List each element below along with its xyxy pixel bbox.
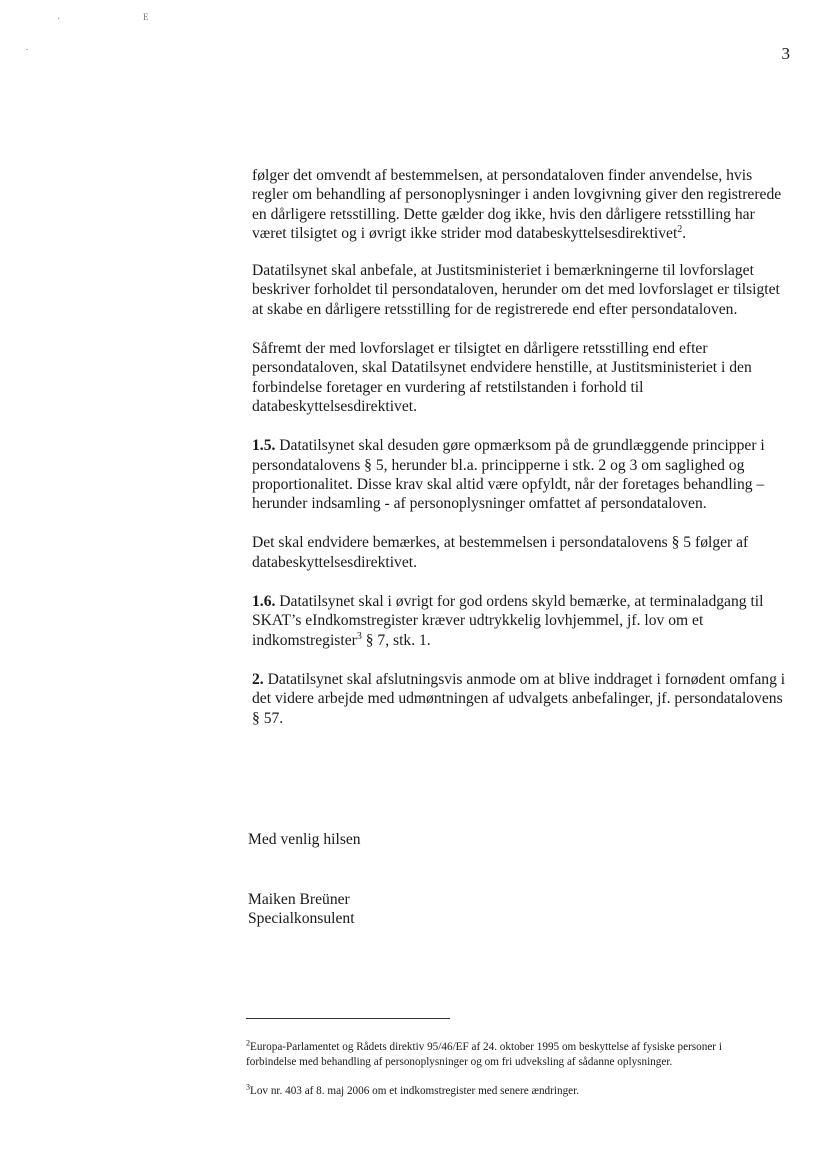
paragraph-text: Datatilsynet skal anbefale, at Justitsministeriet i bemærkningerne til lovforslaget beskriver forholdet til persondataloven, herunder om det med lovforslaget er tilsigtet at skabe en dårligere retsstilling for de registrerede end efter persondataloven. (252, 262, 780, 318)
paragraph-text: Det skal endvidere bemærkes, at bestemmelsen i persondatalovens § 5 følger af databeskyttelsesdirektivet. (252, 534, 749, 571)
section-number: 1.6. (252, 593, 276, 611)
paragraph-tail: § 7, stk. 1. (361, 631, 431, 649)
closing-greeting: Med venlig hilsen (248, 831, 361, 848)
paragraph (252, 436, 788, 513)
paragraph (252, 670, 788, 728)
paragraph (252, 533, 788, 572)
scan-speck: ' (58, 16, 60, 26)
page-number: 3 (781, 44, 790, 63)
paragraph (252, 339, 788, 416)
footnote-separator (246, 1018, 450, 1019)
footnotes (246, 1040, 766, 1113)
paragraph (252, 592, 788, 650)
paragraph-text: Datatilsynet skal afslutningsvis anmode om at blive inddraget i fornødent omfang i det videre arbejde med udmøntningen af udvalgets anbefalinger, jf. persondatalovens § 57. (252, 670, 786, 727)
paragraph-text: Datatilsynet skal i øvrigt for god ordens skyld bemærke, at terminaladgang til SKAT’s eIndkomstregister kræver udtrykkelig lovhjemmel, jf. lov om et indkomstregister (252, 593, 764, 649)
footnote-text: Europa-Parlamentet og Rådets direktiv 95/46/EF af 24. oktober 1995 om beskyttelse af fysiske personer i forbindelse med behandling af personoplysninger og om fri udveksling af sådanne oplysninger. (246, 1041, 722, 1068)
footnote-text: Lov nr. 403 af 8. maj 2006 om et indkomstregister med senere ændringer. (250, 1085, 580, 1097)
signer-name: Maiken Breüner (248, 891, 350, 908)
footnote-mark: 3 (246, 1082, 250, 1092)
paragraph-tail: . (682, 224, 687, 242)
signer-title: Specialkonsulent (248, 910, 355, 928)
footnote-mark: 2 (246, 1038, 250, 1048)
footnote-ref[interactable]: 3 (356, 630, 362, 642)
letter-body (252, 166, 788, 746)
scan-speck: E (143, 12, 149, 22)
paragraph (252, 261, 788, 319)
paragraph (252, 166, 788, 243)
paragraph-text: Datatilsynet skal desuden gøre opmærksom på de grundlæggende principper i persondatalovens § 5, herunder bl.a. principperne i stk. 2 og 3 om saglighed og proportionalitet. Disse krav skal altid være opfyldt, når der foretages behandling – herunder indsamling - af personoplysninger omfattet af persondataloven. (252, 437, 765, 513)
footnote (246, 1040, 766, 1070)
paragraph-text: Såfremt der med lovforslaget er tilsigtet en dårligere retsstilling end efter persondataloven, skal Datatilsynet endvidere henstille, at Justitsministeriet i den forbindelse foretager en vurdering af retstilstanden i forhold til databeskyttelsesdirektivet. (252, 340, 752, 415)
signature-block (248, 890, 355, 929)
footnote (246, 1084, 766, 1099)
footnote-ref[interactable]: 2 (677, 223, 683, 235)
section-number: 2. (252, 670, 264, 688)
paragraph-text: følger det omvendt af bestemmelsen, at persondataloven finder anvendelse, hvis regler om behandling af personoplysninger i anden lovgivning giver den registrerede en dårligere retsstilling. Dette gælder dog ikke, hvis den dårligere retsstilling har været tilsigtet og i øvrigt ikke strider mod databeskyttelsesdirektivet (252, 167, 782, 242)
scan-speck: . (26, 42, 29, 52)
section-number: 1.5. (252, 437, 276, 455)
